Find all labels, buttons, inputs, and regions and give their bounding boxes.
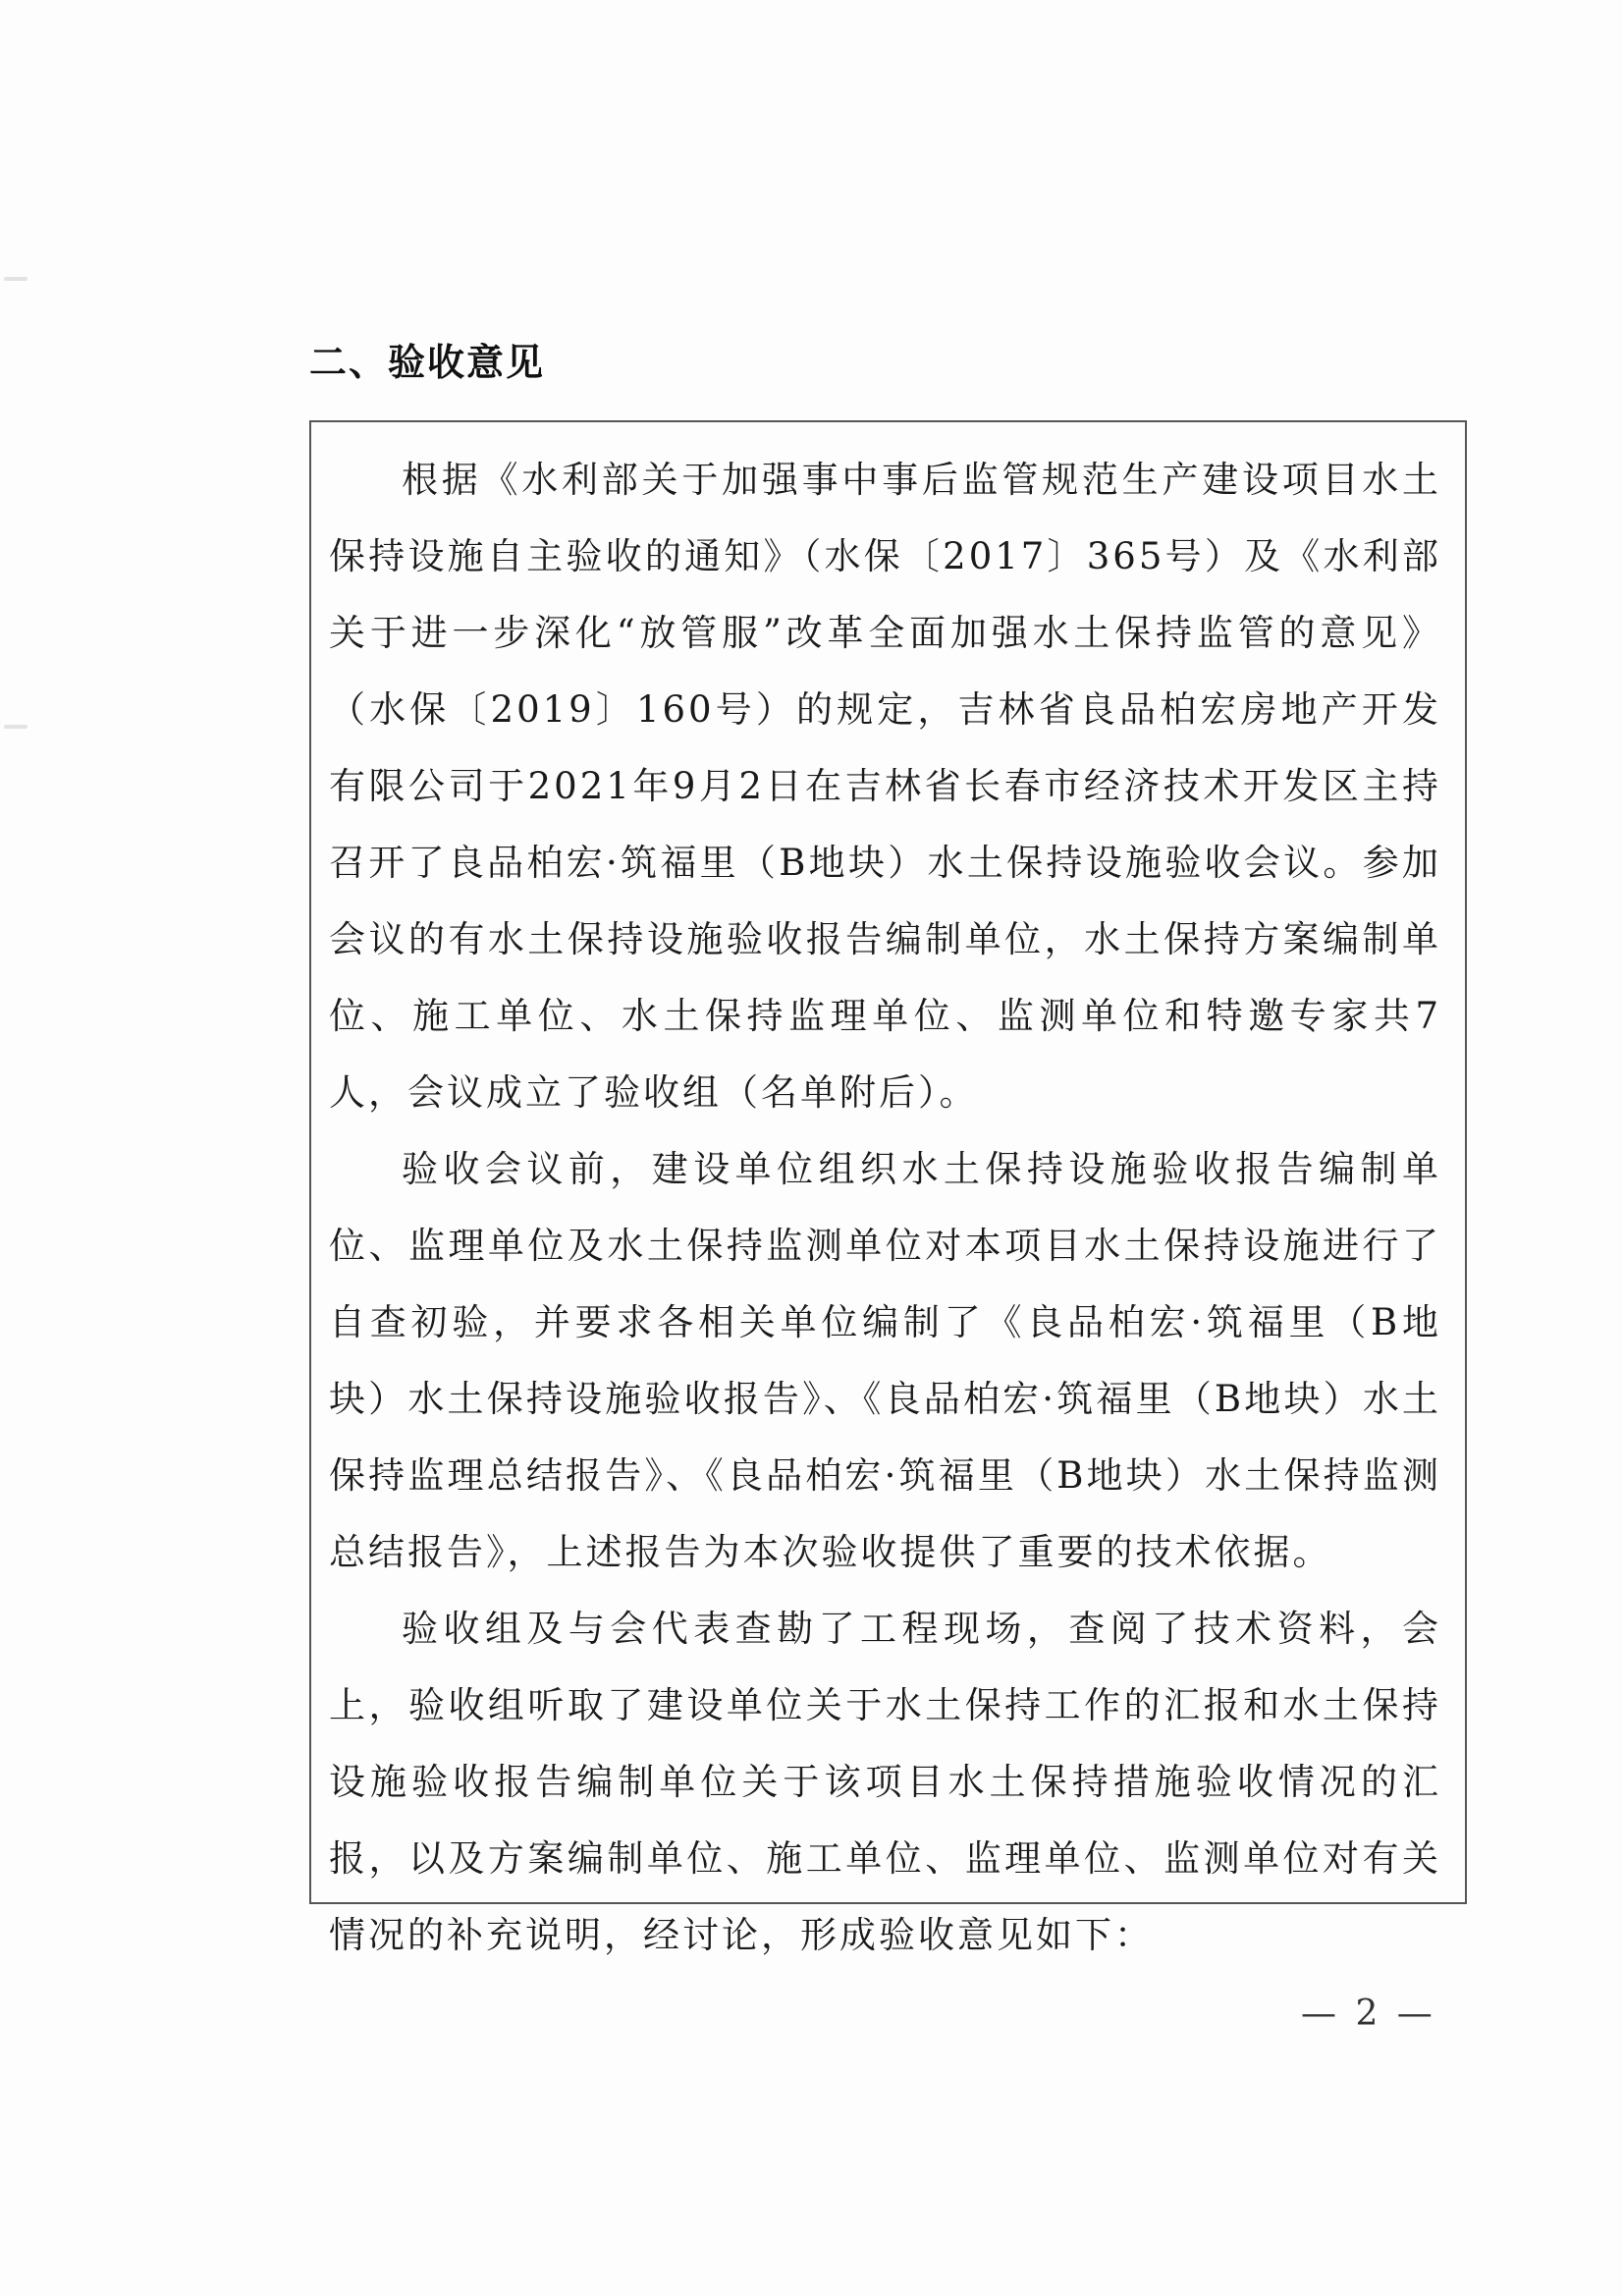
- scan-artifact: [4, 277, 27, 281]
- page-number: — 2 —: [1301, 1994, 1436, 2034]
- section-heading: 二、验收意见: [309, 341, 546, 384]
- scan-artifact: [4, 725, 27, 729]
- acceptance-opinion-box: [309, 420, 1467, 1956]
- paragraph-meeting-conclusion: 验收组及与会代表查勘了工程现场，查阅了技术资料，会上，验收组听取了建设单位关于水土保持工作的汇报和水土保持设施验收报告编制单位关于该项目水土保持措施验收情况的汇报，以及方案编制单位、施工单位、监理单位、监测单位对有关情况的补充说明，经讨论，形成验收意见如下：: [329, 1608, 1441, 1956]
- paragraph-basis: 根据《水利部关于加强事中事后监管规范生产建设项目水土保持设施自主验收的通知》（水保〔2017〕365号）及《水利部关于进一步深化“放管服”改革全面加强水土保持监管的意见》（水保〔2019〕160号）的规定，吉林省良品柏宏房地产开发有限公司于2021年9月2日在吉林省长春市经济技术开发区主持召开了良品柏宏·筑福里（B地块）水土保持设施验收会议。参加会议的有水土保持设施验收报告编制单位，水土保持方案编制单位、施工单位、水土保持监理单位、监测单位和特邀专家共7人，会议成立了验收组（名单附后）。: [329, 459, 1441, 1114]
- paragraph-preliminary-inspection: 验收会议前，建设单位组织水土保持设施验收报告编制单位、监理单位及水土保持监测单位对本项目水土保持设施进行了自查初验，并要求各相关单位编制了《良品柏宏·筑福里（B地块）水土保持设施验收报告》、《良品柏宏·筑福里（B地块）水土保持监理总结报告》、《良品柏宏·筑福里（B地块）水土保持监测总结报告》，上述报告为本次验收提供了重要的技术依据。: [329, 1148, 1441, 1573]
